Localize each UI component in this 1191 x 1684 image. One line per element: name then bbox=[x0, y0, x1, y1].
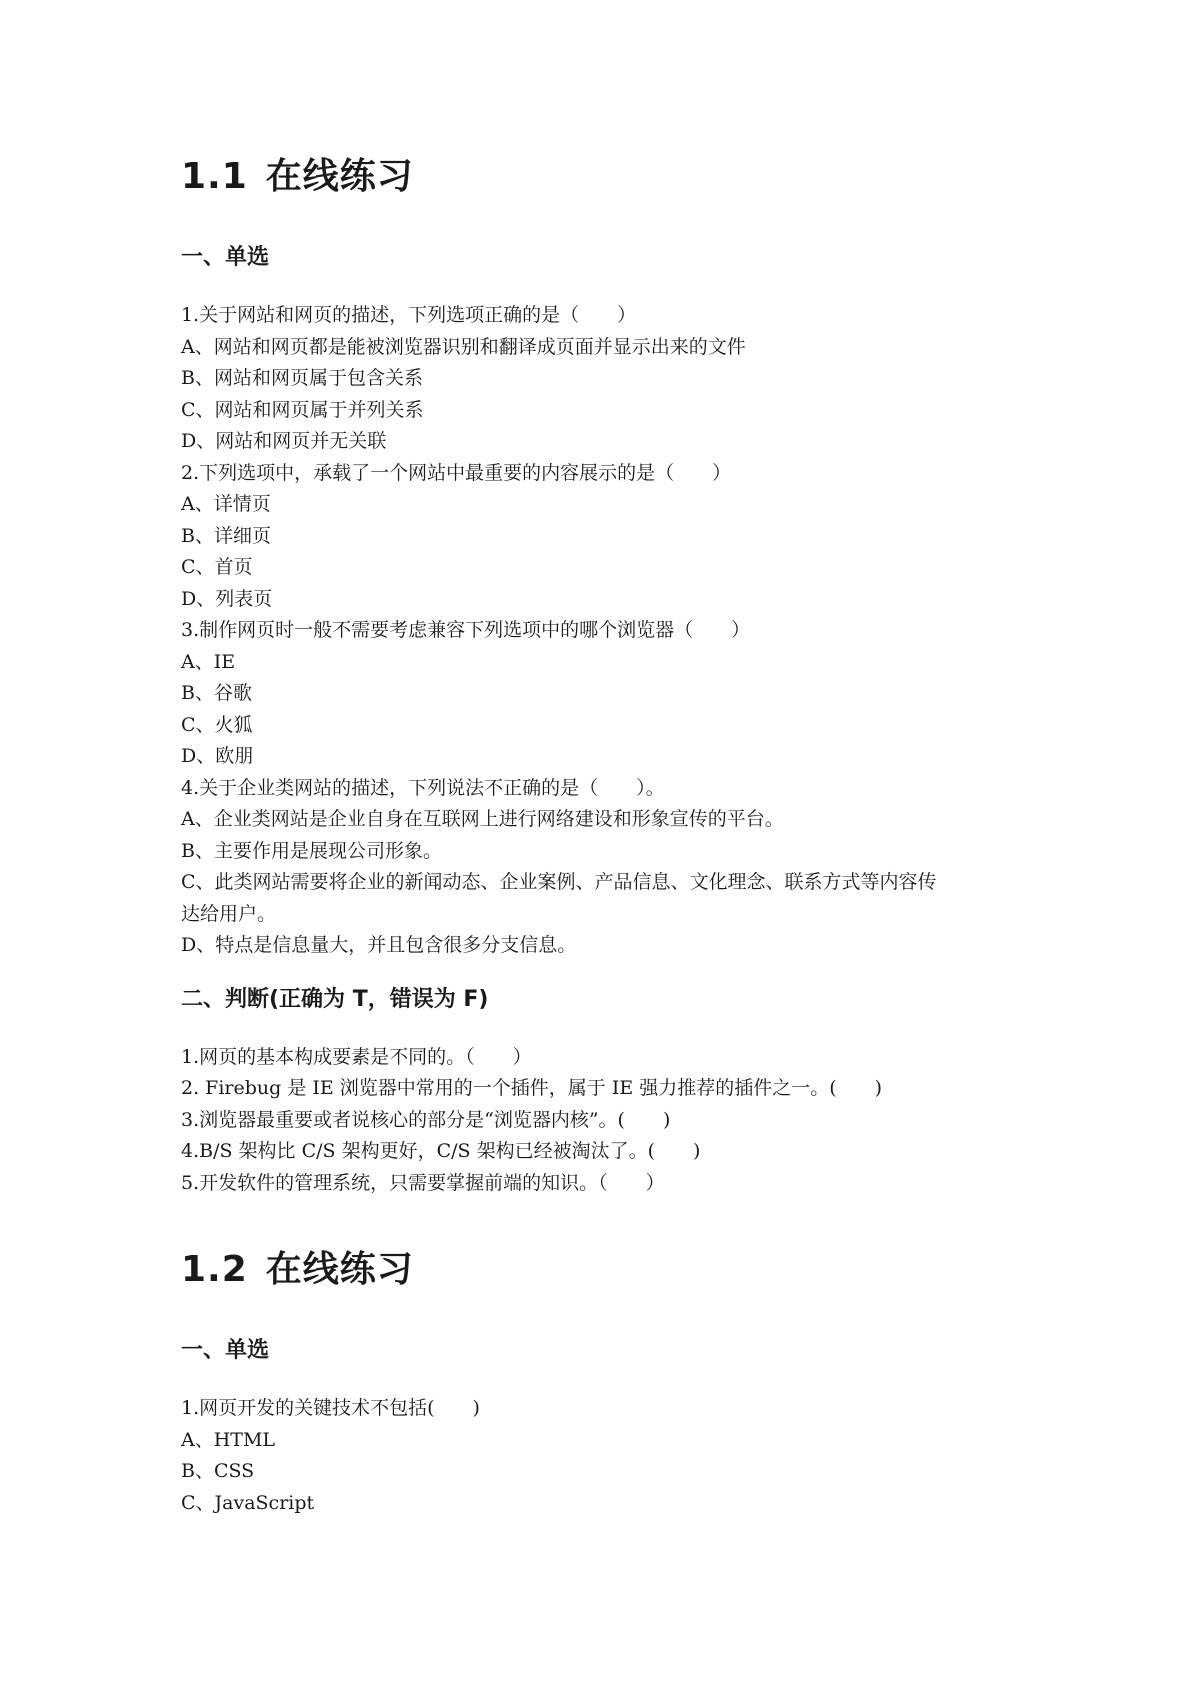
question-line: 1.网页开发的关键技术不包括( ) bbox=[181, 1397, 480, 1419]
option-line: C、JavaScript bbox=[181, 1491, 315, 1514]
option-line: B、网站和网页属于包含关系 bbox=[181, 367, 423, 389]
option-line: A、HTML bbox=[181, 1428, 276, 1451]
option-line: B、谷歌 bbox=[181, 682, 252, 704]
question-line: 1.关于网站和网页的描述，下列选项正确的是（ ） bbox=[181, 304, 637, 326]
question-line: 4.B/S 架构比 C/S 架构更好，C/S 架构已经被淘汰了。( ) bbox=[181, 1140, 701, 1162]
option-line: C、此类网站需要将企业的新闻动态、企业案例、产品信息、文化理念、联系方式等内容传 bbox=[181, 871, 937, 893]
option-line: C、网站和网页属于并列关系 bbox=[181, 398, 424, 421]
question-line: 4.关于企业类网站的描述，下列说法不正确的是（ ）。 bbox=[181, 776, 665, 799]
section-1-number: 1.1 bbox=[181, 156, 248, 197]
section-2-title bbox=[181, 1243, 1031, 1297]
section-2-single-choice-list bbox=[181, 1393, 1031, 1519]
section-1-part-2-heading: 二、判断(正确为 T，错误为 F) bbox=[181, 986, 489, 1012]
section-2-number: 1.2 bbox=[181, 1249, 248, 1290]
option-line: D、特点是信息量大，并且包含很多分支信息。 bbox=[181, 934, 577, 956]
option-line: C、首页 bbox=[181, 556, 253, 578]
question-line: 3.浏览器最重要或者说核心的部分是“浏览器内核”。( ) bbox=[181, 1108, 671, 1131]
option-line: A、企业类网站是企业自身在互联网上进行网络建设和形象宣传的平台。 bbox=[181, 808, 784, 830]
option-line: B、CSS bbox=[181, 1460, 255, 1482]
section-2-title-text: 在线练习 bbox=[265, 1249, 414, 1290]
section-1-title-text: 在线练习 bbox=[265, 156, 414, 197]
option-line: B、主要作用是展现公司形象。 bbox=[181, 839, 442, 862]
question-line: 1.网页的基本构成要素是不同的。（ ） bbox=[181, 1045, 532, 1068]
option-line: A、详情页 bbox=[181, 493, 271, 515]
question-line: 2. Firebug 是 IE 浏览器中常用的一个插件，属于 IE 强力推荐的插件之一。( ) bbox=[181, 1077, 883, 1099]
question-line: 2.下列选项中，承载了一个网站中最重要的内容展示的是（ ） bbox=[181, 461, 732, 484]
section-1-part-1-heading: 一、单选 bbox=[181, 245, 270, 270]
page-content bbox=[181, 150, 1031, 1519]
option-line: D、网站和网页并无关联 bbox=[181, 430, 387, 452]
option-line: D、列表页 bbox=[181, 587, 273, 610]
option-line-continued: 达给用户。 bbox=[181, 902, 277, 925]
question-line: 3.制作网页时一般不需要考虑兼容下列选项中的哪个浏览器（ ） bbox=[181, 619, 751, 641]
option-line: A、网站和网页都是能被浏览器识别和翻译成页面并显示出来的文件 bbox=[181, 335, 746, 358]
section-1-single-choice-list bbox=[181, 300, 1031, 962]
option-line: C、火狐 bbox=[181, 713, 253, 736]
section-1-true-false-list bbox=[181, 1042, 1031, 1200]
question-line: 5.开发软件的管理系统，只需要掌握前端的知识。（ ） bbox=[181, 1171, 665, 1194]
option-line: A、IE bbox=[181, 650, 236, 673]
option-line: B、详细页 bbox=[181, 524, 271, 547]
section-2-part-1-heading: 一、单选 bbox=[181, 1338, 270, 1363]
section-1-title bbox=[181, 150, 1031, 204]
option-line: D、欧朋 bbox=[181, 745, 254, 767]
